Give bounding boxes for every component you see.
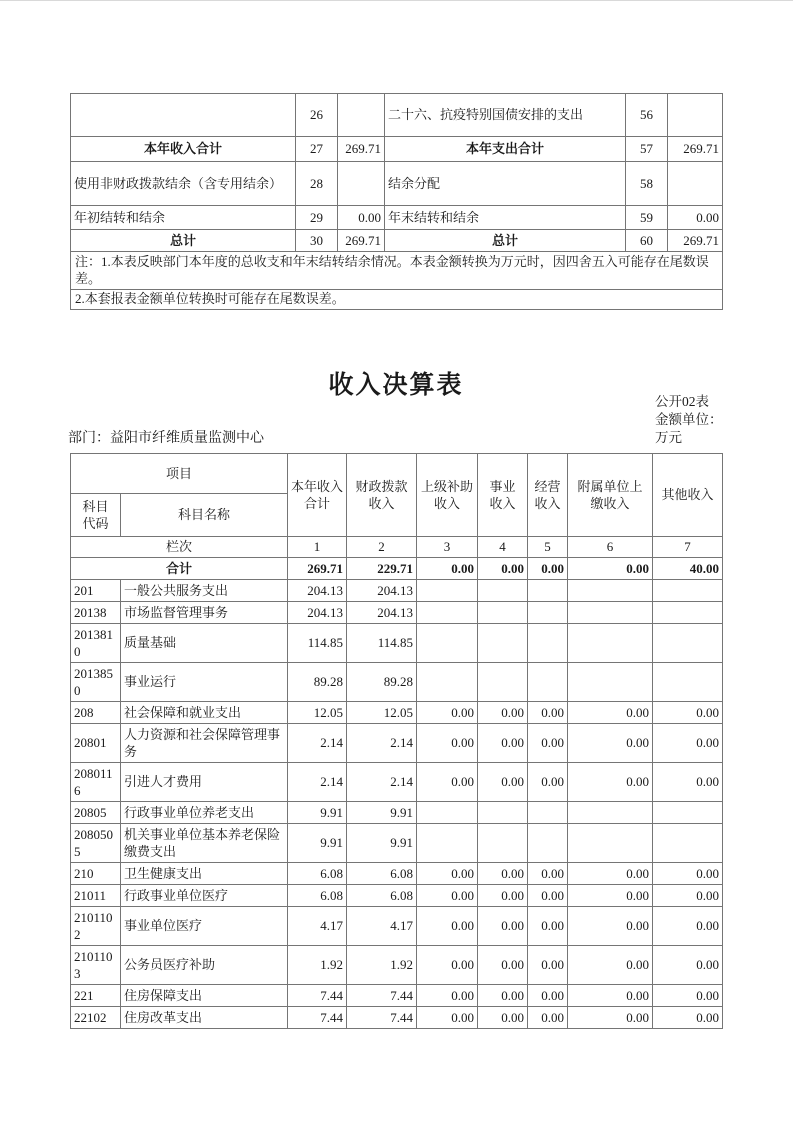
expense-item-label: 二十六、抗疫特别国债安排的支出 [385,94,626,137]
table-row [71,763,723,802]
total-row [71,558,723,580]
subject-code: 2013850 [71,663,121,702]
subject-code: 22102 [71,1007,121,1029]
total-amount: 0.00 [417,558,478,580]
amount: 204.13 [288,580,347,602]
amount [417,602,478,624]
income-total-label: 本年收入合计 [71,137,296,162]
amount: 6.08 [288,863,347,885]
amount [417,802,478,824]
amount: 2.14 [288,763,347,802]
expense-amount [668,94,723,137]
lane-no: 5 [528,537,568,558]
table-row [71,907,723,946]
amount: 0.00 [653,1007,723,1029]
amount [478,824,528,863]
subject-name: 市场监督管理事务 [121,602,288,624]
amount [478,802,528,824]
table-row [71,824,723,863]
subject-code: 201 [71,580,121,602]
income-amount: 0.00 [338,206,385,230]
amount: 0.00 [528,885,568,907]
subject-name: 事业运行 [121,663,288,702]
amount: 0.00 [417,724,478,763]
amount: 0.00 [528,702,568,724]
table-row [71,663,723,702]
amount: 0.00 [417,702,478,724]
amount: 0.00 [568,907,653,946]
amount [528,580,568,602]
header-row [71,454,723,494]
amount: 204.13 [288,602,347,624]
subject-name-header: 科目名称 [121,494,288,537]
amount: 0.00 [417,946,478,985]
subject-code: 210 [71,863,121,885]
income-statement-table [70,453,723,1029]
project-header: 项目 [71,454,288,494]
amount: 0.00 [417,1007,478,1029]
amount: 9.91 [288,824,347,863]
amount: 12.05 [288,702,347,724]
amount: 7.44 [288,985,347,1007]
line-no: 26 [296,94,338,137]
amount: 204.13 [347,580,417,602]
department-line [68,427,264,447]
income-amount: 269.71 [338,230,385,252]
subject-name: 质量基础 [121,624,288,663]
amount [478,624,528,663]
amount: 0.00 [478,946,528,985]
subject-code: 2080505 [71,824,121,863]
amount: 0.00 [568,763,653,802]
income-item-label: 年初结转和结余 [71,206,296,230]
amount [528,624,568,663]
amount: 9.91 [347,802,417,824]
amount: 0.00 [653,985,723,1007]
total-amount: 229.71 [347,558,417,580]
grand-total-label: 总计 [385,230,626,252]
subject-name: 引进人才费用 [121,763,288,802]
income-amount: 269.71 [338,137,385,162]
amount: 6.08 [347,863,417,885]
amount: 0.00 [478,1007,528,1029]
amount: 0.00 [478,724,528,763]
subject-name: 一般公共服务支出 [121,580,288,602]
amount: 0.00 [528,946,568,985]
table-row [71,252,723,290]
income-amount [338,162,385,206]
line-no: 30 [296,230,338,252]
amount [653,624,723,663]
amount: 9.91 [347,824,417,863]
amount [528,802,568,824]
table-row [71,1007,723,1029]
amount: 6.08 [347,885,417,907]
subject-code-header: 科目 代码 [71,494,121,537]
lane-row [71,537,723,558]
amount: 6.08 [288,885,347,907]
table-row [71,162,723,206]
total-label: 合计 [71,558,288,580]
table-row [71,863,723,885]
table-row [71,290,723,310]
line-no: 60 [626,230,668,252]
amount [417,580,478,602]
expense-total-label: 本年支出合计 [385,137,626,162]
amount [478,602,528,624]
amount: 0.00 [568,724,653,763]
amount [417,663,478,702]
subject-code: 20138 [71,602,121,624]
amount [653,602,723,624]
subject-code: 208 [71,702,121,724]
amount: 0.00 [528,724,568,763]
line-no: 56 [626,94,668,137]
lane-no: 6 [568,537,653,558]
amount: 1.92 [347,946,417,985]
amount [568,624,653,663]
amount: 0.00 [478,702,528,724]
amount: 0.00 [653,907,723,946]
amount: 0.00 [653,724,723,763]
amount [568,580,653,602]
subject-code: 20801 [71,724,121,763]
amount: 2.14 [347,724,417,763]
amount [528,824,568,863]
expense-amount: 269.71 [668,137,723,162]
table-row [71,702,723,724]
amount: 0.00 [568,1007,653,1029]
subject-name: 社会保障和就业支出 [121,702,288,724]
line-no: 28 [296,162,338,206]
table-note: 2.本套报表金额单位转换时可能存在尾数误差。 [71,290,723,310]
amount [568,802,653,824]
amount: 0.00 [417,863,478,885]
amount: 0.00 [568,885,653,907]
table-row [71,206,723,230]
line-no: 58 [626,162,668,206]
expense-amount: 0.00 [668,206,723,230]
subject-name: 卫生健康支出 [121,863,288,885]
line-no: 27 [296,137,338,162]
amount: 0.00 [417,885,478,907]
table-note: 注：1.本表反映部门本年度的总收支和年末结转结余情况。本表金额转换为万元时，因四舍五入可能存在尾数误差。 [71,252,723,290]
amount: 0.00 [568,985,653,1007]
income-item-label: 使用非财政拨款结余（含专用结余） [71,162,296,206]
subject-code: 20805 [71,802,121,824]
line-no: 57 [626,137,668,162]
amount [528,663,568,702]
amount: 2.14 [288,724,347,763]
column-header-total-income: 本年收入 合计 [288,454,347,537]
amount: 4.17 [288,907,347,946]
amount: 7.44 [347,985,417,1007]
amount: 0.00 [478,763,528,802]
line-no: 59 [626,206,668,230]
amount: 0.00 [417,763,478,802]
expense-amount [668,162,723,206]
amount: 4.17 [347,907,417,946]
lane-no: 1 [288,537,347,558]
amount [528,602,568,624]
table-meta [655,393,723,447]
expense-amount: 269.71 [668,230,723,252]
amount: 0.00 [568,702,653,724]
table-row [71,602,723,624]
amount: 0.00 [478,885,528,907]
total-amount: 0.00 [568,558,653,580]
amount: 0.00 [653,763,723,802]
subject-name: 公务员医疗补助 [121,946,288,985]
amount: 0.00 [528,1007,568,1029]
amount: 0.00 [653,885,723,907]
amount: 0.00 [478,985,528,1007]
line-no: 29 [296,206,338,230]
amount: 0.00 [653,863,723,885]
lane-no: 4 [478,537,528,558]
subject-name: 人力资源和社会保障管理事务 [121,724,288,763]
table-row [71,885,723,907]
amount [478,663,528,702]
amount: 0.00 [528,763,568,802]
amount: 12.05 [347,702,417,724]
amount [568,602,653,624]
lane-no: 2 [347,537,417,558]
table-row [71,985,723,1007]
table-row [71,624,723,663]
amount: 7.44 [347,1007,417,1029]
amount: 0.00 [653,702,723,724]
grand-total-label: 总计 [71,230,296,252]
column-header-superior-subsidy: 上级补助 收入 [417,454,478,537]
amount: 204.13 [347,602,417,624]
amount: 114.85 [347,624,417,663]
subject-name: 住房保障支出 [121,985,288,1007]
amount: 0.00 [478,907,528,946]
table-row [71,137,723,162]
column-header-fiscal-appropriation: 财政拨款 收入 [347,454,417,537]
department-label: 部门： [68,431,110,446]
table-row [71,724,723,763]
subject-code: 21011 [71,885,121,907]
table-row [71,802,723,824]
amount: 0.00 [528,863,568,885]
subject-name: 行政事业单位养老支出 [121,802,288,824]
total-amount: 0.00 [528,558,568,580]
amount: 89.28 [288,663,347,702]
subject-name: 住房改革支出 [121,1007,288,1029]
table-row [71,230,723,252]
amount: 114.85 [288,624,347,663]
table-row [71,946,723,985]
total-amount: 0.00 [478,558,528,580]
amount [653,663,723,702]
amount: 9.91 [288,802,347,824]
subject-name: 行政事业单位医疗 [121,885,288,907]
sheet-number: 公开02表 [655,394,709,409]
amount [417,624,478,663]
subject-code: 221 [71,985,121,1007]
amount: 0.00 [528,985,568,1007]
column-header-business-income: 经营 收入 [528,454,568,537]
subject-name: 事业单位医疗 [121,907,288,946]
amount: 0.00 [478,863,528,885]
subject-code: 2080116 [71,763,121,802]
amount [478,580,528,602]
lane-no: 3 [417,537,478,558]
subject-code: 2101103 [71,946,121,985]
lane-label: 栏次 [71,537,288,558]
expense-item-label: 年末结转和结余 [385,206,626,230]
subject-name: 机关事业单位基本养老保险缴费支出 [121,824,288,863]
amount [653,580,723,602]
amount [653,802,723,824]
amount [568,824,653,863]
amount: 0.00 [417,907,478,946]
income-amount [338,94,385,137]
amount: 1.92 [288,946,347,985]
amount: 0.00 [417,985,478,1007]
subject-code: 2013810 [71,624,121,663]
column-header-affiliated-units: 附属单位上 缴收入 [568,454,653,537]
amount: 0.00 [568,946,653,985]
unit-value: 万元 [655,430,682,445]
lane-no: 7 [653,537,723,558]
table-row [71,580,723,602]
page-title: 收入决算表 [328,372,464,399]
amount [653,824,723,863]
amount: 0.00 [528,907,568,946]
department-name: 益阳市纤维质量监测中心 [110,431,264,446]
amount: 89.28 [347,663,417,702]
total-amount: 269.71 [288,558,347,580]
subject-code: 2101102 [71,907,121,946]
income-item-label [71,94,296,137]
amount [568,663,653,702]
amount [417,824,478,863]
column-header-operating-income: 事业 收入 [478,454,528,537]
amount: 0.00 [568,863,653,885]
expense-item-label: 结余分配 [385,162,626,206]
amount: 0.00 [653,946,723,985]
amount: 7.44 [288,1007,347,1029]
column-header-other-income: 其他收入 [653,454,723,537]
table-row [71,94,723,137]
summary-carryover-table [70,93,723,310]
amount: 2.14 [347,763,417,802]
unit-label: 金额单位： [655,412,723,427]
total-amount: 40.00 [653,558,723,580]
